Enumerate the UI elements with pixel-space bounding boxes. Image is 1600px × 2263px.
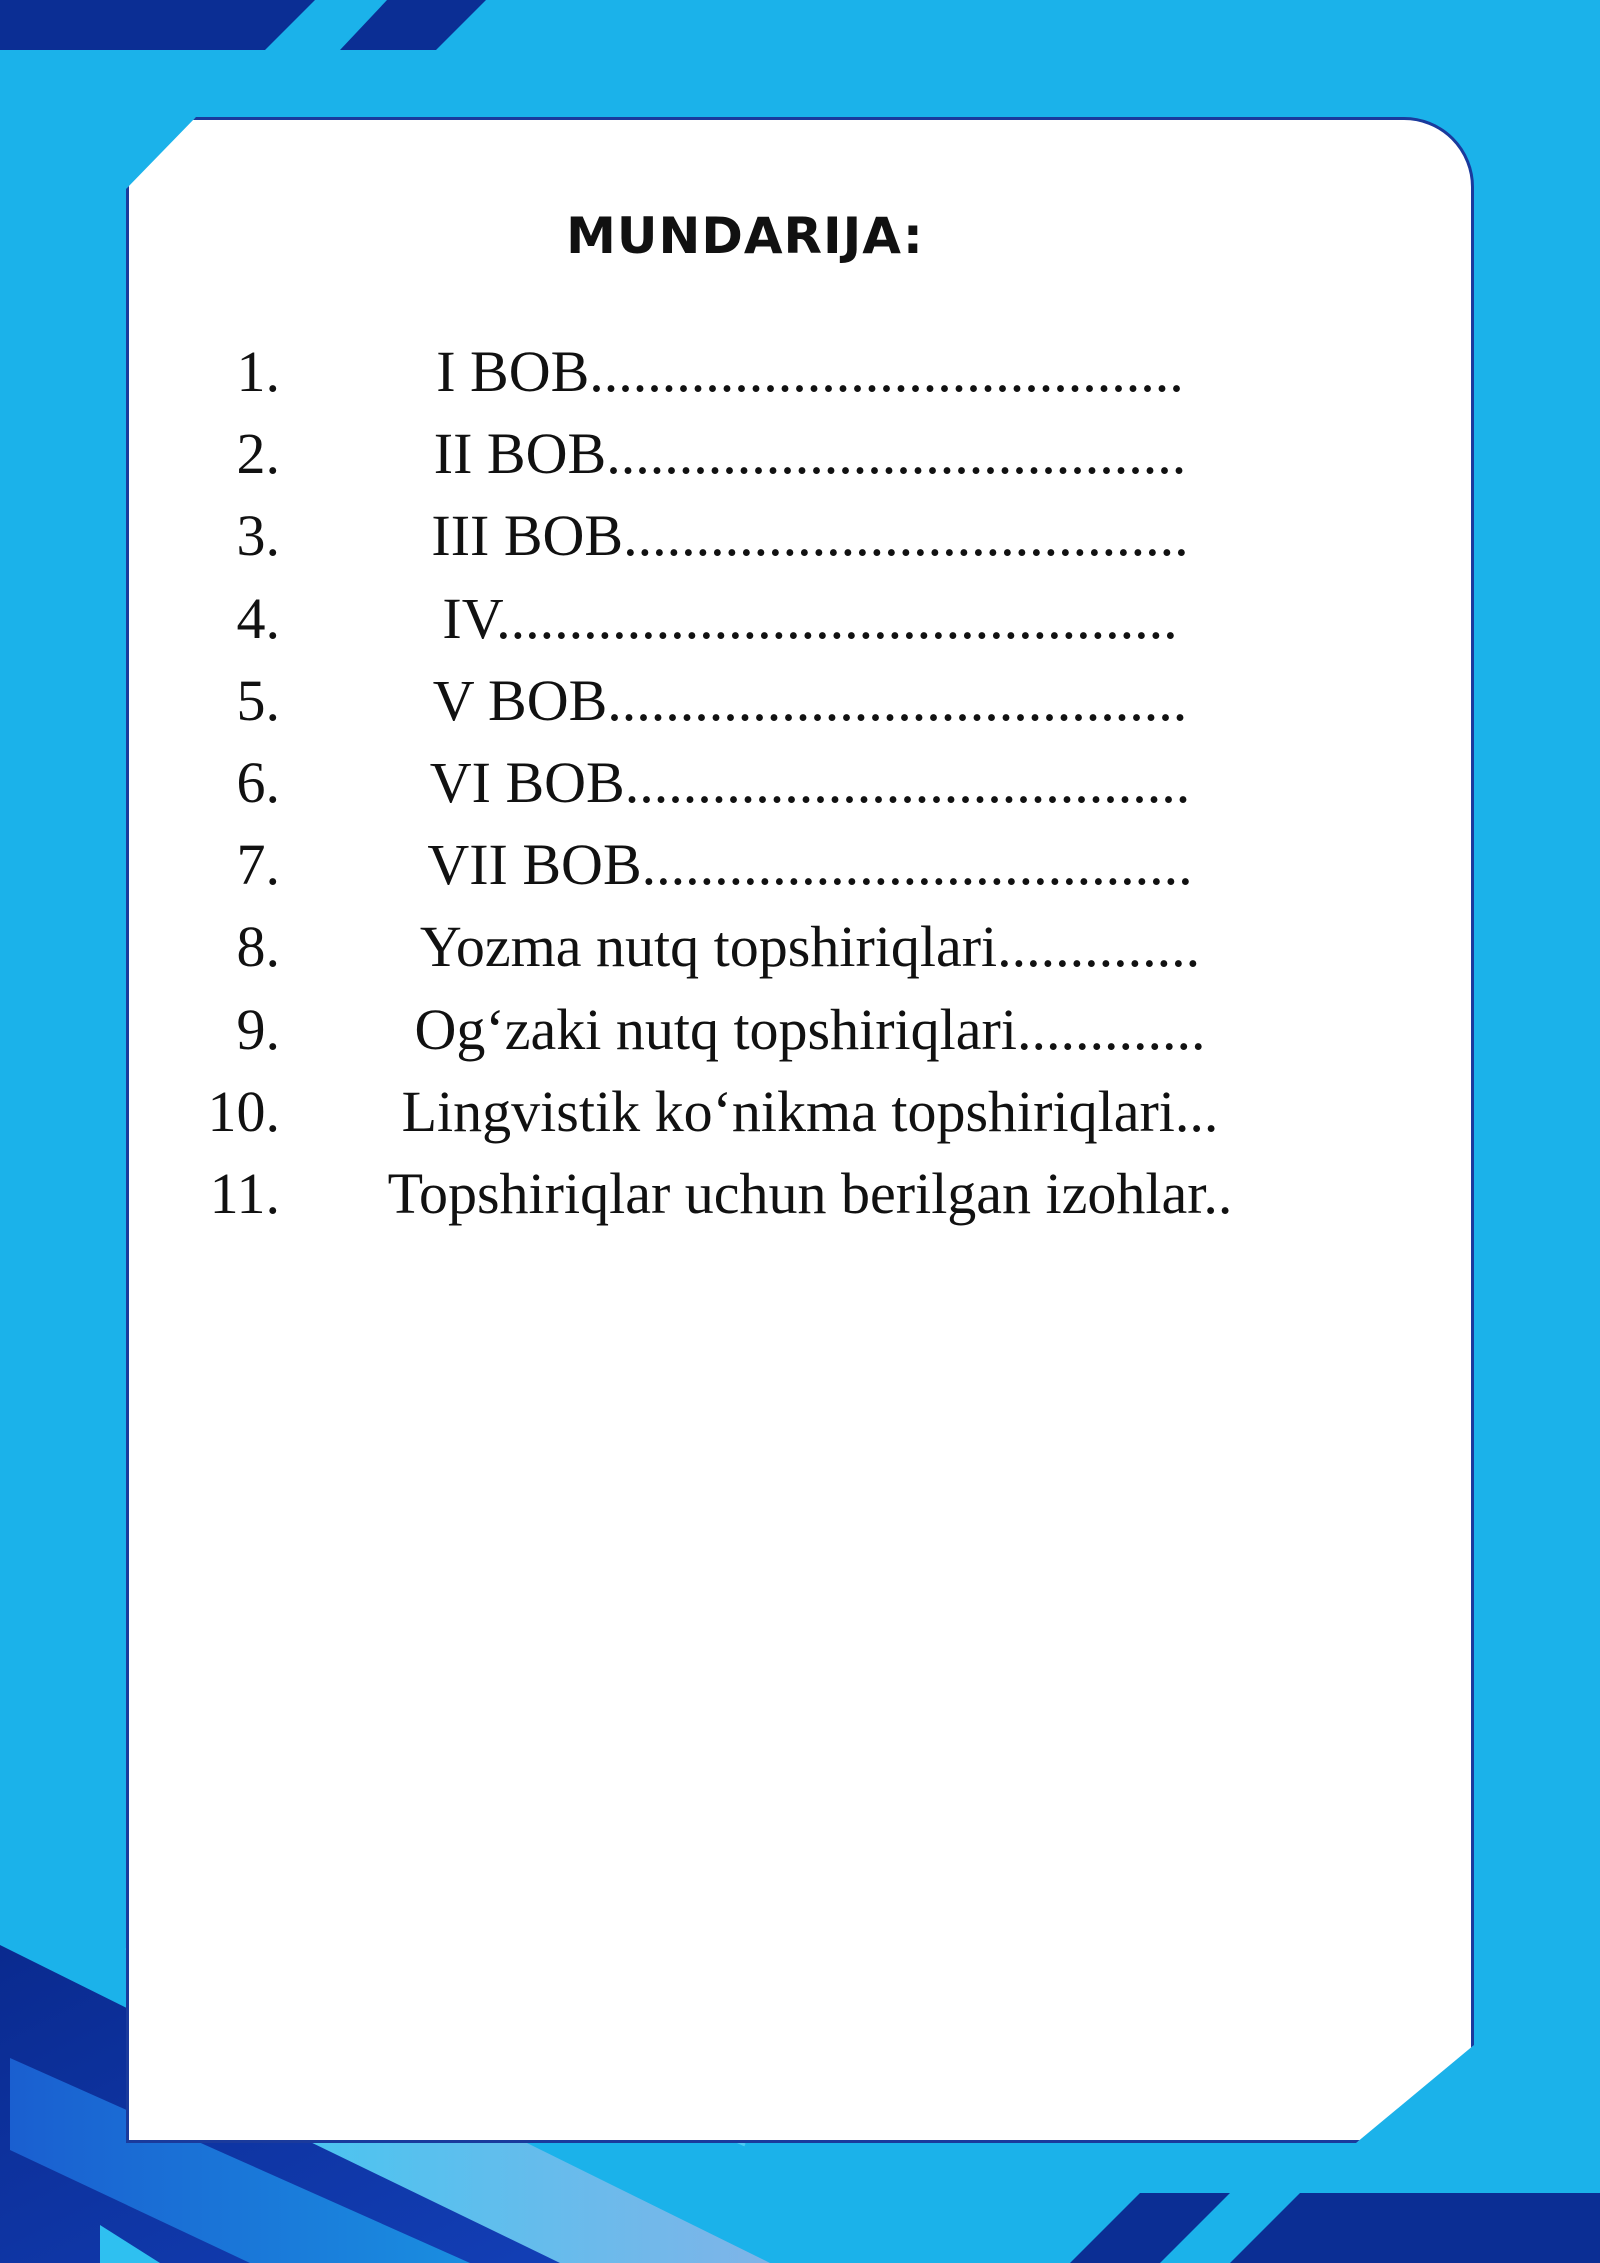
toc-item <box>0 413 1600 495</box>
table-of-contents <box>0 331 1600 1235</box>
top-stripe-right <box>340 0 486 50</box>
toc-item <box>0 742 1600 824</box>
toc-item-text: II BOB........................................ <box>433 421 1187 487</box>
toc-item-text: IV............................................... <box>442 585 1178 651</box>
toc-item <box>0 578 1600 660</box>
toc-item-number: 6. <box>236 749 280 815</box>
toc-item-text: VII BOB...................................... <box>427 832 1193 898</box>
toc-item-number: 1. <box>236 339 280 404</box>
toc-item-text: Yozma nutq topshiriqlari.............. <box>419 914 1201 980</box>
toc-item-text: Og‘zaki nutq topshiriqlari............. <box>414 996 1206 1062</box>
bottom-right-stripe-1 <box>1070 2193 1230 2263</box>
toc-item-text: Lingvistik ko‘nikma topshiriqlari... <box>401 1078 1219 1144</box>
bottom-right-stripe-2 <box>1230 2193 1600 2263</box>
toc-item-text: VI BOB....................................... <box>429 749 1191 815</box>
toc-item <box>0 1153 1600 1235</box>
toc-item-number: 2. <box>236 421 280 487</box>
toc-item-number: 11. <box>209 1160 280 1226</box>
toc-item-number: 10. <box>207 1078 280 1144</box>
toc-item-number: 8. <box>236 914 280 980</box>
toc-item-text: I BOB......................................... <box>436 339 1184 404</box>
toc-item <box>0 660 1600 742</box>
toc-item <box>0 331 1600 413</box>
toc-item-number: 3. <box>236 503 280 569</box>
toc-item-text: V BOB........................................ <box>432 667 1188 733</box>
toc-item <box>0 989 1600 1071</box>
toc-item <box>0 495 1600 577</box>
top-stripe-left <box>0 0 315 50</box>
page-title: MUNDARIJA: <box>566 207 924 265</box>
toc-item-text: Topshiriqlar uchun berilgan izohlar.. <box>387 1160 1233 1226</box>
toc-item-number: 4. <box>236 585 280 651</box>
toc-item <box>0 1071 1600 1153</box>
toc-item-number: 7. <box>236 832 280 898</box>
toc-item-number: 9. <box>236 996 280 1062</box>
toc-item-number: 5. <box>236 667 280 733</box>
toc-item-text: III BOB....................................... <box>431 503 1189 569</box>
toc-item <box>0 906 1600 988</box>
toc-item <box>0 824 1600 906</box>
